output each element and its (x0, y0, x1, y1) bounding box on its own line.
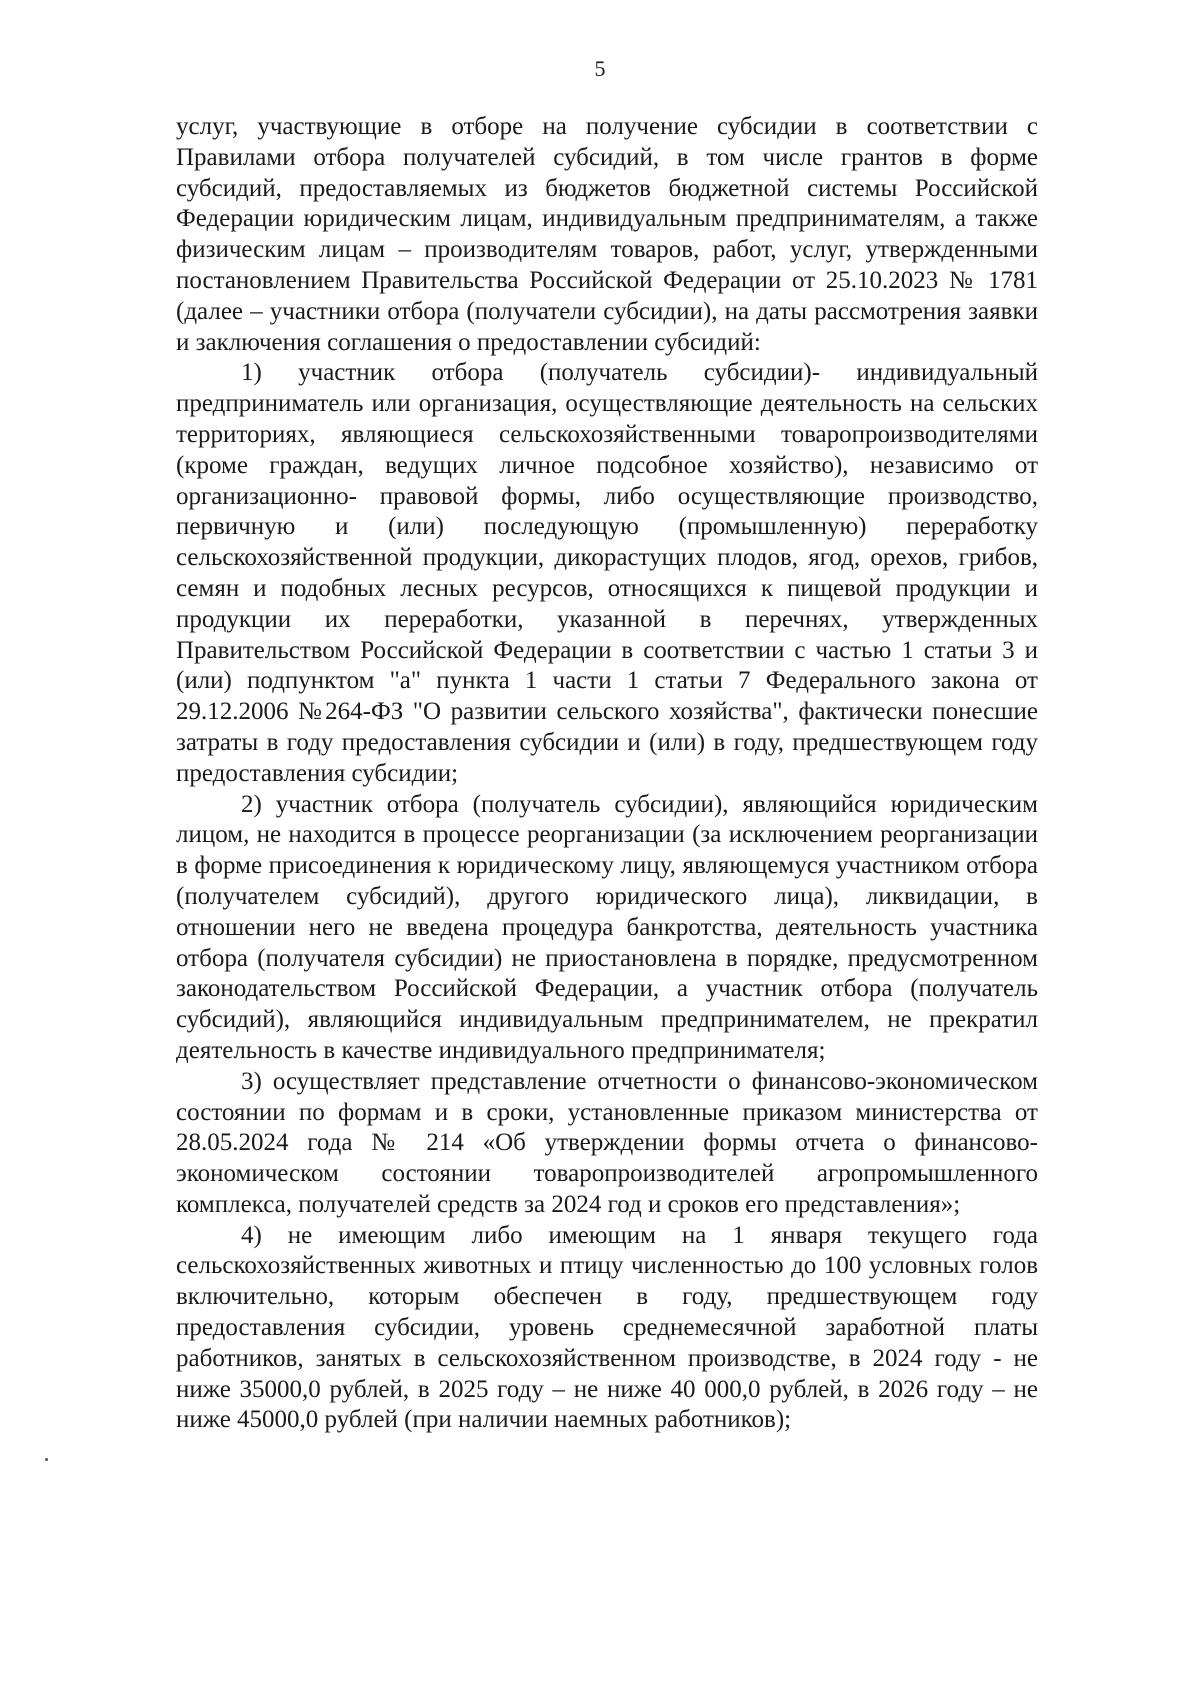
list-item-4: 4) не имеющим либо имеющим на 1 января текущего года сельскохозяйственных животных и птицу численностью до 100 условных голов включительно, которым обеспечен в году, предшествующем году предоставления субсидии, уровень среднемесячной заработной платы работников, занятых в сельскохозяйственном производстве, в 2024 году - не ниже 35000,0 рублей, в 2025 году – не ниже 40 000,0 рублей, в 2026 году – не ниже 45000,0 рублей (при наличии наемных работников); (176, 1221, 1038, 1434)
list-item-3: 3) осуществляет представление отчетности о финансово-экономическом состоянии по формам и в сроки, установленные приказом министерства от 28.05.2024 года № 214 «Об утверждении формы отчета о финансово-экономическом состоянии товаропроизводителей агропромышленного комплекса, получателей средств за 2024 год и сроков его представления»; (176, 1067, 1038, 1218)
paragraph-intro: услуг, участвующие в отборе на получение субсидии в соответствии с Правилами отбора получателей субсидий, в том числе грантов в форме субсидий, предоставляемых из бюджетов бюджетной системы Российской Федерации юридическим лицам, индивидуальным предпринимателям, а также физическим лицам – производителям товаров, работ, услуг, утвержденными постановлением Правительства Российской Федерации от 25.10.2023 № 1781 (далее – участники отбора (получатели субсидии), на даты рассмотрения заявки и заключения соглашения о предоставлении субсидий: (176, 113, 1038, 356)
list-item-2: 2) участник отбора (получатель субсидии), являющийся юридическим лицом, не находится в процессе реорганизации (за исключением реорганизации в форме присоединения к юридическому лицу, являющемуся участником отбора (получателем субсидий), другого юридического лица), ликвидации, в отношении него не введена процедура банкротства, деятельность участника отбора (получателя субсидии) не приостановлена в порядке, предусмотренном законодательством Российской Федерации, а участник отбора (получатель субсидий), являющийся индивидуальным предпринимателем, не прекратил деятельность в качестве индивидуального предпринимателя; (176, 790, 1038, 1064)
scan-speck (45, 1458, 48, 1461)
page-number: 5 (594, 56, 606, 81)
list-item-1: 1) участник отбора (получатель субсидии)- индивидуальный предприниматель или организация, осуществляющие деятельность на сельских территориях, являющиеся сельскохозяйственными товаропроизводителями (кроме граждан, ведущих личное подсобное хозяйство), независимо от организационно- правовой формы, либо осуществляющие производство, первичную и (или) последующую (промышленную) переработку сельскохозяйственной продукции, дикорастущих плодов, ягод, орехов, грибов, семян и подобных лесных ресурсов, относящихся к пищевой продукции и продукции их переработки, указанной в перечнях, утвержденных Правительством Российской Федерации в соответствии с частью 1 статьи 3 и (или) подпунктом "а" пункта 1 части 1 статьи 7 Федерального закона от 29.12.2006 №264-ФЗ "О развитии сельского хозяйства", фактически понесшие затраты в году предоставления субсидии и (или) в году, предшествующем году предоставления субсидии; (176, 359, 1038, 787)
document-body (176, 112, 1038, 1436)
